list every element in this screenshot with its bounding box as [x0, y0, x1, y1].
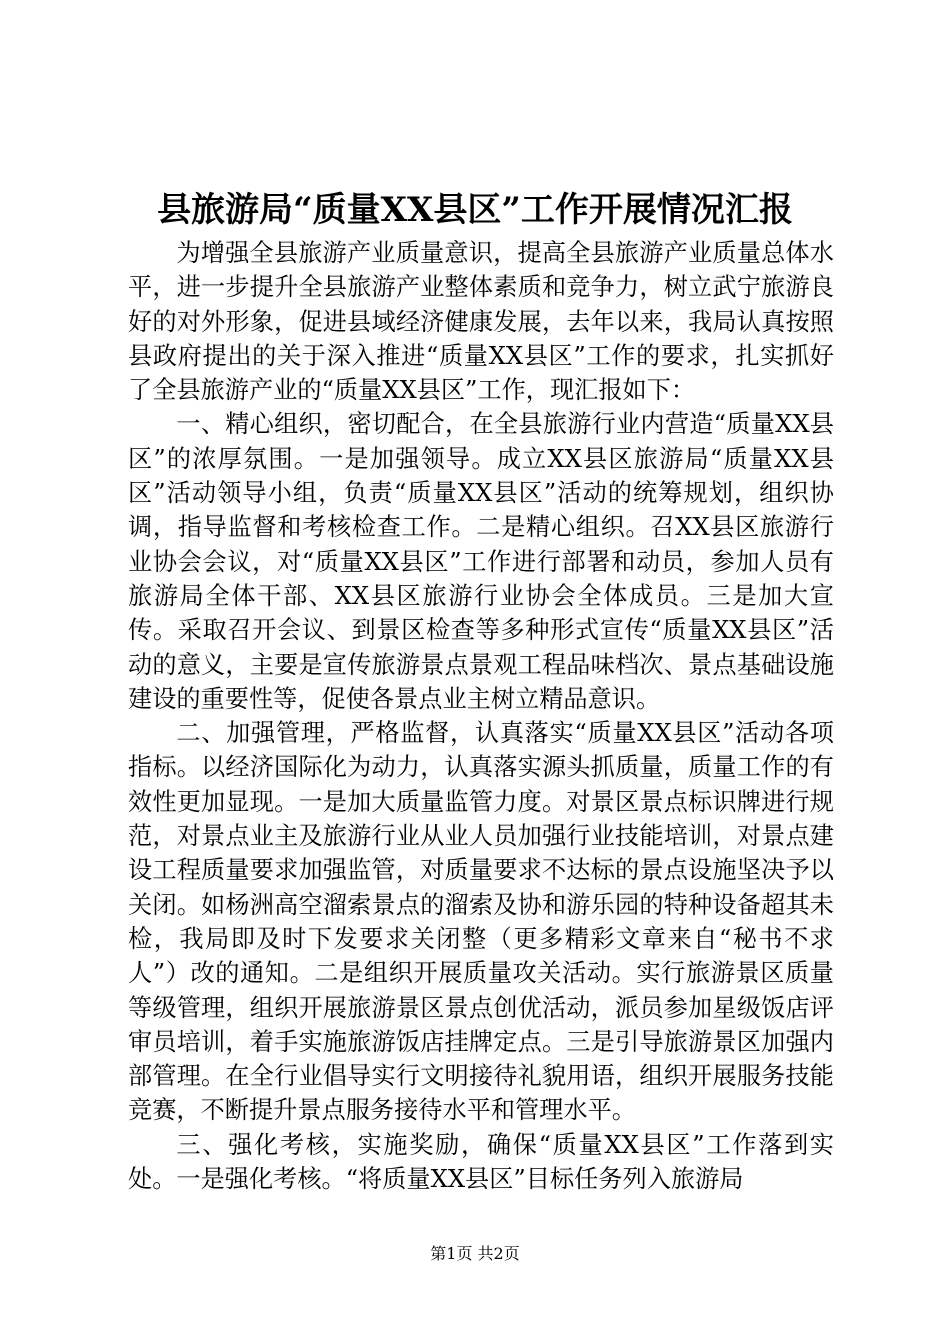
paragraph-section-2: 二、加强管理，严格监督，认真落实“质量XX县区”活动各项指标。以经济国际化为动力，认真落实源头抓质量，质量工作的有效性更加显现。一是加大质量监管力度。对景区景点标识牌进行规范，对景点业主及旅游行业从业人员加强行业技能培训，对景点建设工程质量要求加强监管，对质量要求不达标的景点设施坚决予以关闭。如杨洲高空溜索景点的溜索及协和游乐园的特种设备超其未检，我局即及时下发要求关闭整（更多精彩文章来自“秘书不求人”）改的通知。二是组织开展质量攻关活动。实行旅游景区质量等级管理，组织开展旅游景区景点创优活动，派员参加星级饭店评审员培训，着手实施旅游饭店挂牌定点。三是引导旅游景区加强内部管理。在全行业倡导实行文明接待礼貌用语，组织开展服务技能竞赛，不断提升景点服务接待水平和管理水平。 [128, 719, 834, 1125]
document-body [128, 236, 834, 1196]
paragraph-section-3: 三、强化考核，实施奖励，确保“质量XX县区”工作落到实处。一是强化考核。“将质量XX县区”目标任务列入旅游局 [128, 1130, 834, 1194]
page-number-footer: 第1页 共2页 [430, 1244, 520, 1263]
document-title: 县旅游局“质量XX县区”工作开展情况汇报 [157, 190, 793, 230]
paragraph-section-1: 一、精心组织，密切配合，在全县旅游行业内营造“质量XX县区”的浓厚氛围。一是加强领导。成立XX县区旅游局“质量XX县区”活动领导小组，负责“质量XX县区”活动的统筹规划，组织协调，指导监督和考核检查工作。二是精心组织。召XX县区旅游行业协会会议，对“质量XX县区”工作进行部署和动员，参加人员有旅游局全体干部、XX县区旅游行业协会全体成员。三是加大宣传。采取召开会议、到景区检查等多种形式宣传“质量XX县区”活动的意义，主要是宣传旅游景点景观工程品味档次、景点基础设施建设的重要性等，促使各景点业主树立精品意识。 [128, 410, 834, 713]
paragraph-intro: 为增强全县旅游产业质量意识，提高全县旅游产业质量总体水平，进一步提升全县旅游产业整体素质和竞争力，树立武宁旅游良好的对外形象，促进县域经济健康发展，去年以来，我局认真按照县政府提出的关于深入推进“质量XX县区”工作的要求，扎实抓好了全县旅游产业的“质量XX县区”工作，现汇报如下： [128, 239, 834, 405]
